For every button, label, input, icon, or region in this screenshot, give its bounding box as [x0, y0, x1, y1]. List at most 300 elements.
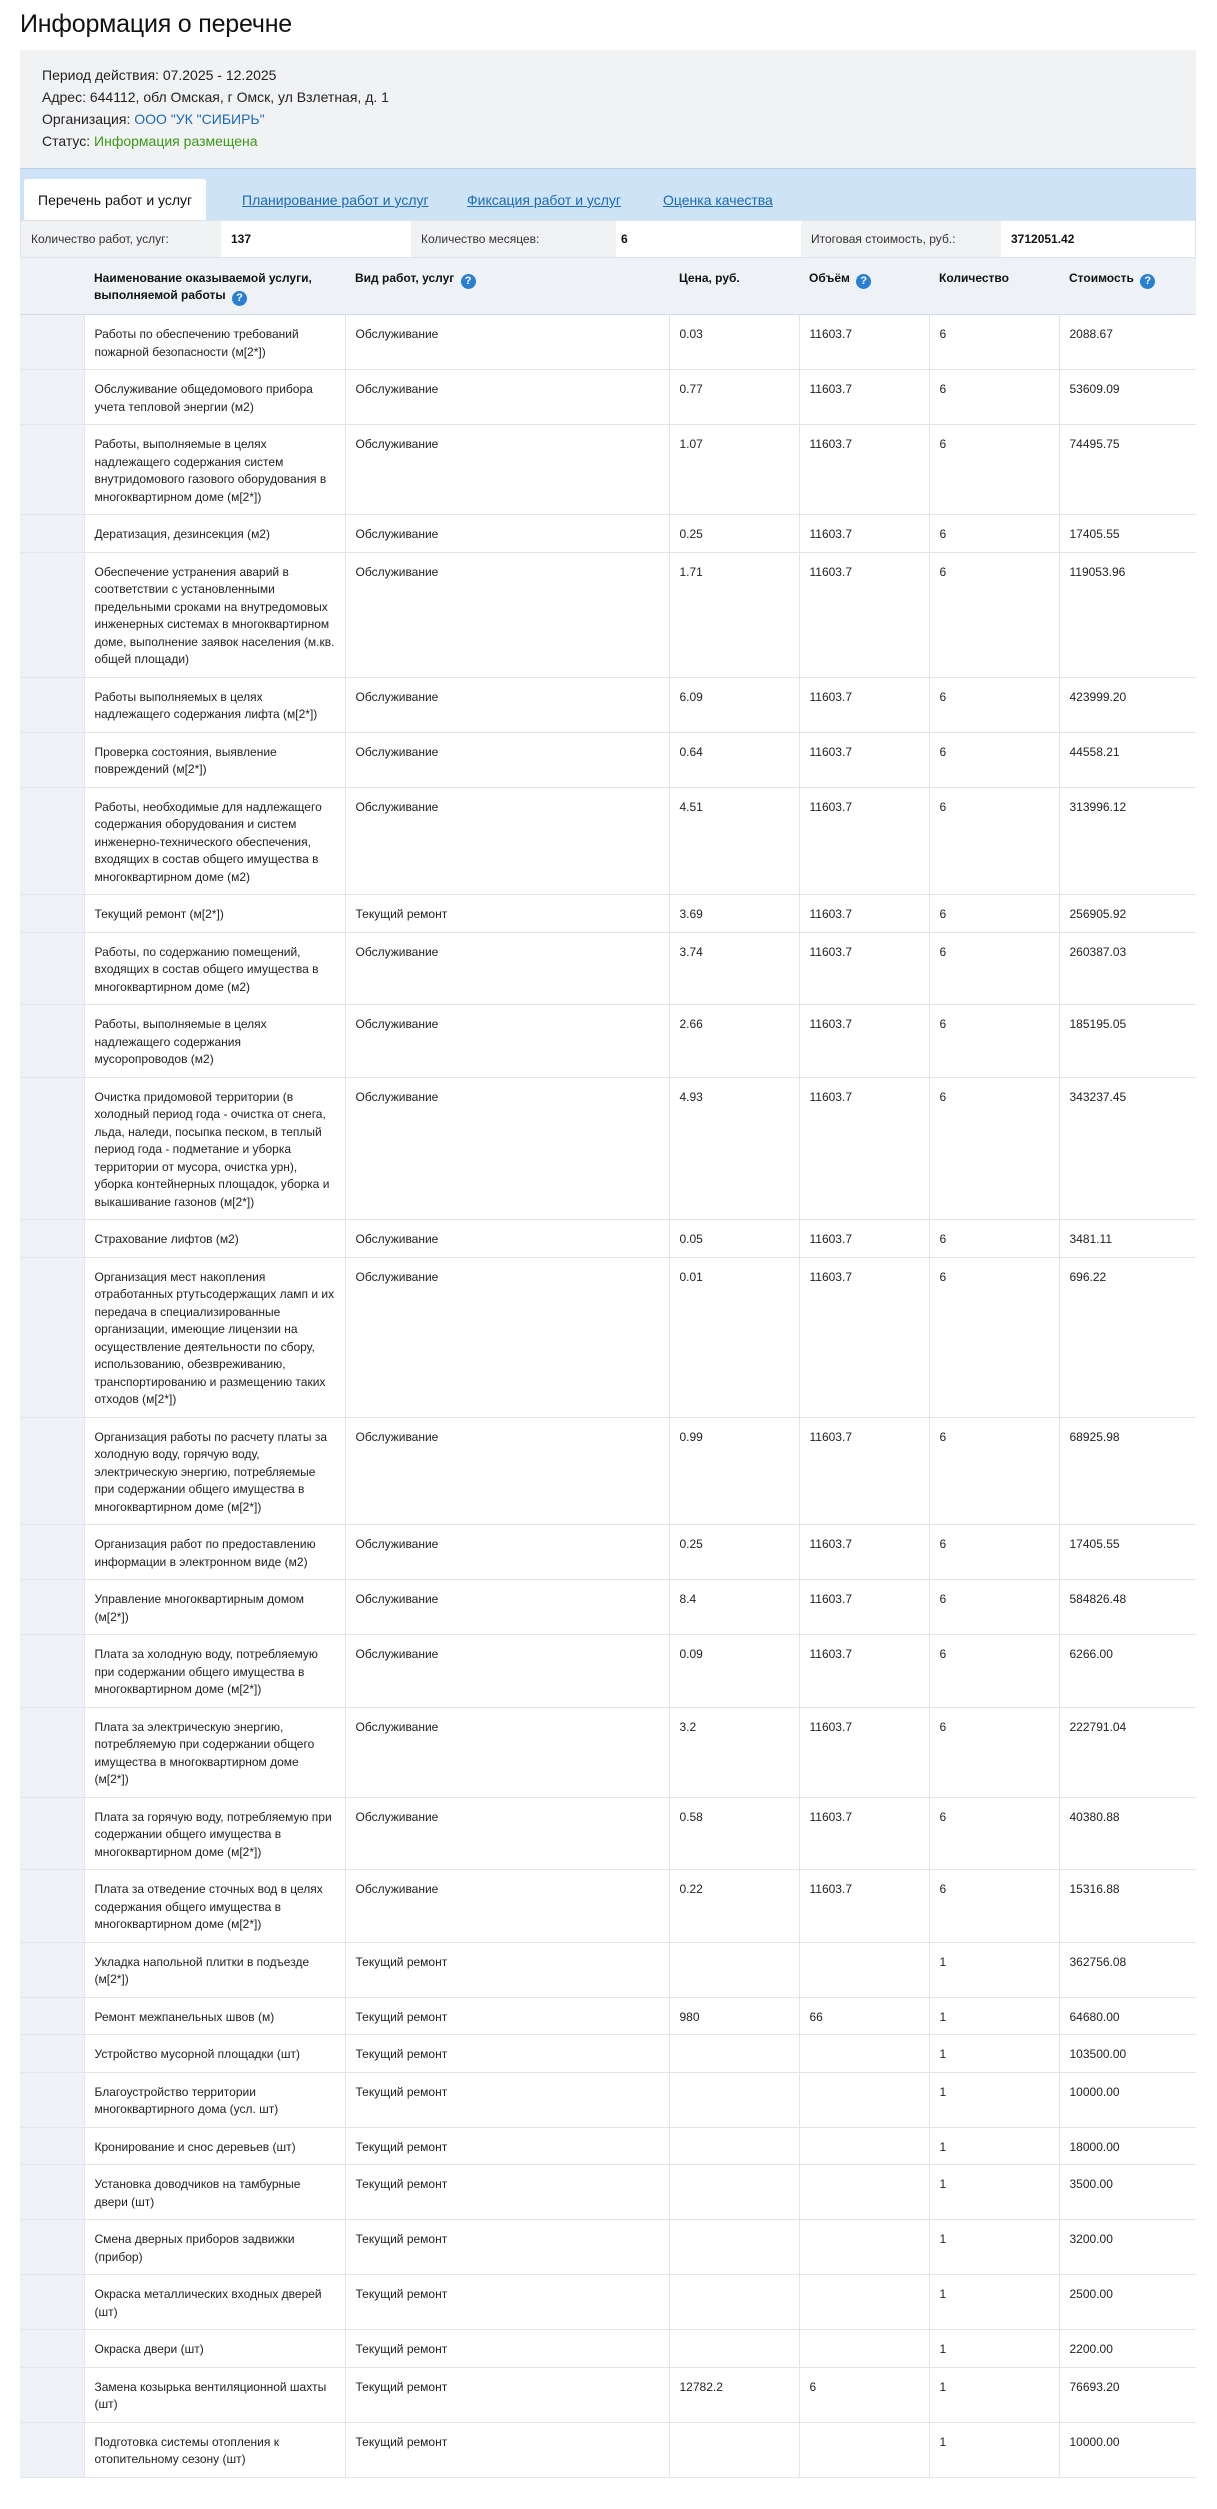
cell-count: 1	[929, 2275, 1059, 2330]
cell-cost: 260387.03	[1059, 932, 1196, 1005]
cell-count: 1	[929, 2367, 1059, 2422]
cell-price: 0.25	[669, 1525, 799, 1580]
help-icon[interactable]: ?	[232, 291, 247, 306]
row-index-cell	[20, 2127, 84, 2165]
cell-volume	[799, 2422, 929, 2477]
cell-name: Организация работ по предоставлению информации в электронном виде (м2)	[84, 1525, 345, 1580]
cell-name: Окраска двери (шт)	[84, 2330, 345, 2368]
row-index-cell	[20, 1580, 84, 1635]
cell-count: 6	[929, 1257, 1059, 1417]
period-label: Период действия:	[42, 67, 159, 83]
cell-name: Работы, выполняемые в целях надлежащего содержания мусоропроводов (м2)	[84, 1005, 345, 1078]
cell-count: 6	[929, 932, 1059, 1005]
cell-type: Текущий ремонт	[345, 2165, 669, 2220]
header-type	[345, 258, 669, 315]
cell-type: Текущий ремонт	[345, 1942, 669, 1997]
cell-name: Работы, выполняемые в целях надлежащего содержания систем внутридомового газового оборудования в многоквартирном доме (м[2*])	[84, 425, 345, 515]
row-index-cell	[20, 732, 84, 787]
row-index-cell	[20, 2220, 84, 2275]
works-table	[20, 258, 1196, 2478]
cell-cost: 53609.09	[1059, 370, 1196, 425]
cell-price: 8.4	[669, 1580, 799, 1635]
cell-type: Обслуживание	[345, 515, 669, 553]
months-count-label: Количество месяцев:	[411, 221, 616, 257]
cell-cost: 584826.48	[1059, 1580, 1196, 1635]
header-type-label: Вид работ, услуг	[355, 271, 455, 285]
cell-count: 6	[929, 895, 1059, 933]
cell-volume: 66	[799, 1997, 929, 2035]
cell-volume: 11603.7	[799, 732, 929, 787]
address-label: Адрес:	[42, 89, 86, 105]
cell-price: 0.22	[669, 1870, 799, 1943]
cell-volume: 11603.7	[799, 932, 929, 1005]
cell-volume	[799, 2275, 929, 2330]
table-row	[20, 315, 1196, 370]
tab-planning[interactable]: Планирование работ и услуг	[242, 192, 429, 208]
cell-price	[669, 2165, 799, 2220]
header-volume-label: Объём	[809, 271, 850, 285]
cell-name: Подготовка системы отопления к отопительному сезону (шт)	[84, 2422, 345, 2477]
cell-volume: 11603.7	[799, 425, 929, 515]
cell-cost: 17405.55	[1059, 515, 1196, 553]
table-row	[20, 370, 1196, 425]
header-cost-label: Стоимость	[1069, 271, 1134, 285]
cell-volume: 11603.7	[799, 895, 929, 933]
cell-price: 0.01	[669, 1257, 799, 1417]
row-index-cell	[20, 787, 84, 895]
table-row	[20, 2422, 1196, 2477]
period-line	[42, 64, 1196, 86]
cell-price: 0.77	[669, 370, 799, 425]
cell-type: Обслуживание	[345, 1005, 669, 1078]
cell-price	[669, 1942, 799, 1997]
period-value: 07.2025 - 12.2025	[162, 67, 277, 83]
cell-count: 6	[929, 1077, 1059, 1220]
cell-cost: 44558.21	[1059, 732, 1196, 787]
row-index-cell	[20, 1635, 84, 1708]
cell-count: 6	[929, 1797, 1059, 1870]
page-title: Информация о перечне	[20, 10, 293, 38]
row-index-cell	[20, 425, 84, 515]
table-row	[20, 1942, 1196, 1997]
cell-volume: 11603.7	[799, 1257, 929, 1417]
cell-name: Замена козырька вентиляционной шахты (шт)	[84, 2367, 345, 2422]
cell-type: Обслуживание	[345, 1525, 669, 1580]
cell-cost: 222791.04	[1059, 1707, 1196, 1797]
cell-name: Управление многоквартирным домом (м[2*])	[84, 1580, 345, 1635]
cell-count: 6	[929, 787, 1059, 895]
cell-cost: 256905.92	[1059, 895, 1196, 933]
cell-volume	[799, 2035, 929, 2073]
organization-line	[42, 108, 1196, 130]
cell-type: Обслуживание	[345, 732, 669, 787]
cell-cost: 6266.00	[1059, 1635, 1196, 1708]
cell-cost: 2500.00	[1059, 2275, 1196, 2330]
cell-count: 6	[929, 1005, 1059, 1078]
table-row	[20, 1005, 1196, 1078]
total-cost-value: 3712051.42	[1011, 232, 1075, 246]
help-icon[interactable]: ?	[1140, 274, 1155, 289]
row-index-cell	[20, 1525, 84, 1580]
cell-type: Обслуживание	[345, 552, 669, 677]
table-body	[20, 315, 1196, 2478]
row-index-cell	[20, 370, 84, 425]
cell-volume	[799, 1942, 929, 1997]
cell-count: 6	[929, 1870, 1059, 1943]
cell-price	[669, 2220, 799, 2275]
cell-price: 0.99	[669, 1417, 799, 1525]
cell-cost: 3500.00	[1059, 2165, 1196, 2220]
row-index-cell	[20, 2275, 84, 2330]
cell-cost: 313996.12	[1059, 787, 1196, 895]
cell-type: Обслуживание	[345, 1257, 669, 1417]
table-row	[20, 2072, 1196, 2127]
row-index-cell	[20, 1417, 84, 1525]
cell-type: Текущий ремонт	[345, 2127, 669, 2165]
cell-cost: 10000.00	[1059, 2422, 1196, 2477]
cell-count: 6	[929, 515, 1059, 553]
cell-type: Обслуживание	[345, 1220, 669, 1258]
cell-count: 1	[929, 2330, 1059, 2368]
cell-type: Текущий ремонт	[345, 895, 669, 933]
cell-name: Страхование лифтов (м2)	[84, 1220, 345, 1258]
cell-volume: 11603.7	[799, 1707, 929, 1797]
row-index-cell	[20, 552, 84, 677]
status-label: Статус:	[42, 133, 91, 149]
cell-cost: 423999.20	[1059, 677, 1196, 732]
cell-price: 0.58	[669, 1797, 799, 1870]
cell-name: Окраска металлических входных дверей (шт)	[84, 2275, 345, 2330]
cell-cost: 74495.75	[1059, 425, 1196, 515]
cell-name: Работы выполняемых в целях надлежащего содержания лифта (м[2*])	[84, 677, 345, 732]
cell-cost: 68925.98	[1059, 1417, 1196, 1525]
cell-type: Обслуживание	[345, 1580, 669, 1635]
cell-name: Организация работы по расчету платы за холодную воду, горячую воду, электрическую энергию, потребляемые при содержании общего имущества в многоквартирном доме (м[2*])	[84, 1417, 345, 1525]
cell-name: Ремонт межпанельных швов (м)	[84, 1997, 345, 2035]
status-line	[42, 130, 1196, 152]
cell-type: Текущий ремонт	[345, 2275, 669, 2330]
cell-cost: 119053.96	[1059, 552, 1196, 677]
cell-volume: 11603.7	[799, 1220, 929, 1258]
cell-type: Обслуживание	[345, 425, 669, 515]
cell-name: Работы, по содержанию помещений, входящих в состав общего имущества в многоквартирном доме (м2)	[84, 932, 345, 1005]
total-cost-label: Итоговая стоимость, руб.:	[801, 221, 1001, 257]
table-row	[20, 1580, 1196, 1635]
cell-count: 6	[929, 1417, 1059, 1525]
cell-cost: 15316.88	[1059, 1870, 1196, 1943]
cell-count: 6	[929, 1707, 1059, 1797]
row-index-cell	[20, 932, 84, 1005]
cell-count: 6	[929, 1220, 1059, 1258]
cell-type: Обслуживание	[345, 677, 669, 732]
header-count-label: Количество	[939, 271, 1009, 285]
cell-cost: 10000.00	[1059, 2072, 1196, 2127]
row-index-cell	[20, 1997, 84, 2035]
row-index-cell	[20, 1942, 84, 1997]
tab-works-list[interactable]: Перечень работ и услуг	[24, 179, 206, 221]
row-index-cell	[20, 895, 84, 933]
cell-cost: 18000.00	[1059, 2127, 1196, 2165]
help-icon[interactable]: ?	[856, 274, 871, 289]
info-panel	[20, 50, 1196, 168]
months-count-value: 6	[621, 232, 628, 246]
cell-price: 1.07	[669, 425, 799, 515]
cell-cost: 64680.00	[1059, 1997, 1196, 2035]
cell-volume: 11603.7	[799, 1635, 929, 1708]
row-index-cell	[20, 1870, 84, 1943]
table-row	[20, 932, 1196, 1005]
cell-volume: 11603.7	[799, 787, 929, 895]
cell-volume: 6	[799, 2367, 929, 2422]
organization-link[interactable]: ООО "УК "СИБИРЬ"	[134, 111, 265, 127]
table-row	[20, 1997, 1196, 2035]
cell-price: 0.05	[669, 1220, 799, 1258]
summary-bar	[20, 220, 1196, 258]
row-index-cell	[20, 1257, 84, 1417]
cell-price: 1.71	[669, 552, 799, 677]
cell-type: Текущий ремонт	[345, 2422, 669, 2477]
cell-count: 1	[929, 2072, 1059, 2127]
row-index-cell	[20, 1797, 84, 1870]
cell-price: 0.09	[669, 1635, 799, 1708]
cell-count: 6	[929, 370, 1059, 425]
table-row	[20, 1257, 1196, 1417]
cell-cost: 3481.11	[1059, 1220, 1196, 1258]
cell-count: 1	[929, 2165, 1059, 2220]
cell-name: Плата за горячую воду, потребляемую при содержании общего имущества в многоквартирном доме (м[2*])	[84, 1797, 345, 1870]
cell-volume	[799, 2072, 929, 2127]
header-count	[929, 258, 1059, 315]
table-row	[20, 2035, 1196, 2073]
cell-type: Текущий ремонт	[345, 2330, 669, 2368]
row-index-cell	[20, 1220, 84, 1258]
works-count-value: 137	[231, 232, 252, 246]
cell-name: Обеспечение устранения аварий в соответствии с установленными предельными сроками на внутредомовых инженерных системах в многоквартирном доме, выполнение заявок населения (м.кв. общей площади)	[84, 552, 345, 677]
cell-volume: 11603.7	[799, 1580, 929, 1635]
table-row	[20, 677, 1196, 732]
cell-volume: 11603.7	[799, 1525, 929, 1580]
address-line	[42, 86, 1196, 108]
cell-count: 1	[929, 2220, 1059, 2275]
cell-cost: 696.22	[1059, 1257, 1196, 1417]
cell-count: 1	[929, 1942, 1059, 1997]
status-value: Информация размещена	[94, 133, 258, 149]
cell-volume	[799, 2165, 929, 2220]
cell-name: Текущий ремонт (м[2*])	[84, 895, 345, 933]
row-index-cell	[20, 2072, 84, 2127]
row-index-cell	[20, 2422, 84, 2477]
row-index-cell	[20, 1077, 84, 1220]
cell-price: 3.74	[669, 932, 799, 1005]
table-row	[20, 552, 1196, 677]
table-row	[20, 2330, 1196, 2368]
tab-bar	[20, 168, 1196, 220]
address-value: 644112, обл Омская, г Омск, ул Взлетная, д. 1	[89, 89, 389, 105]
cell-name: Проверка состояния, выявление повреждений (м[2*])	[84, 732, 345, 787]
header-price-label: Цена, руб.	[679, 271, 740, 285]
cell-name: Кронирование и снос деревьев (шт)	[84, 2127, 345, 2165]
table-row	[20, 515, 1196, 553]
cell-volume: 11603.7	[799, 1005, 929, 1078]
table-row	[20, 1417, 1196, 1525]
table-row	[20, 787, 1196, 895]
cell-count: 1	[929, 2127, 1059, 2165]
header-volume	[799, 258, 929, 315]
cell-count: 6	[929, 677, 1059, 732]
works-count-label: Количество работ, услуг:	[21, 221, 221, 257]
cell-price	[669, 2035, 799, 2073]
cell-volume: 11603.7	[799, 1870, 929, 1943]
cell-name: Устройство мусорной площадки (шт)	[84, 2035, 345, 2073]
cell-cost: 76693.20	[1059, 2367, 1196, 2422]
table-row	[20, 2127, 1196, 2165]
cell-type: Обслуживание	[345, 1870, 669, 1943]
cell-price: 3.69	[669, 895, 799, 933]
cell-count: 6	[929, 425, 1059, 515]
row-index-cell	[20, 2165, 84, 2220]
cell-price: 0.64	[669, 732, 799, 787]
cell-name: Плата за холодную воду, потребляемую при содержании общего имущества в многоквартирном доме (м[2*])	[84, 1635, 345, 1708]
cell-name: Установка доводчиков на тамбурные двери (шт)	[84, 2165, 345, 2220]
table-row	[20, 425, 1196, 515]
cell-name: Плата за электрическую энергию, потребляемую при содержании общего имущества в многоквартирном доме (м[2*])	[84, 1707, 345, 1797]
cell-name: Работы, необходимые для надлежащего содержания оборудования и систем инженерно-технического обеспечения, входящих в состав общего имущества в многоквартирном доме (м2)	[84, 787, 345, 895]
cell-name: Очистка придомовой территории (в холодный период года - очистка от снега, льда, наледи, посыпка песком, в теплый период года - подметание и уборка территории от мусора, очистка урн), уборка контейнерных площадок, уборка и выкашивание газонов (м[2*])	[84, 1077, 345, 1220]
table-row	[20, 1525, 1196, 1580]
table-row	[20, 1797, 1196, 1870]
cell-type: Обслуживание	[345, 1417, 669, 1525]
cell-count: 6	[929, 552, 1059, 677]
row-index-cell	[20, 515, 84, 553]
cell-type: Обслуживание	[345, 1797, 669, 1870]
cell-count: 1	[929, 2035, 1059, 2073]
table-row	[20, 2165, 1196, 2220]
cell-type: Текущий ремонт	[345, 2367, 669, 2422]
tab-fixation[interactable]: Фиксация работ и услуг	[467, 192, 622, 208]
cell-count: 6	[929, 732, 1059, 787]
cell-volume: 11603.7	[799, 1417, 929, 1525]
tab-quality[interactable]: Оценка качества	[663, 192, 773, 208]
cell-price	[669, 2422, 799, 2477]
cell-volume: 11603.7	[799, 677, 929, 732]
organization-label: Организация:	[42, 111, 131, 127]
cell-type: Текущий ремонт	[345, 2072, 669, 2127]
cell-type: Обслуживание	[345, 1635, 669, 1708]
cell-price: 4.93	[669, 1077, 799, 1220]
cell-cost: 343237.45	[1059, 1077, 1196, 1220]
cell-type: Текущий ремонт	[345, 2035, 669, 2073]
table-row	[20, 2220, 1196, 2275]
header-index	[20, 258, 84, 315]
table-row	[20, 895, 1196, 933]
table-row	[20, 732, 1196, 787]
help-icon[interactable]: ?	[461, 274, 476, 289]
table-row	[20, 2275, 1196, 2330]
table-row	[20, 1077, 1196, 1220]
table-row	[20, 1707, 1196, 1797]
cell-count: 6	[929, 1525, 1059, 1580]
cell-type: Обслуживание	[345, 315, 669, 370]
cell-type: Текущий ремонт	[345, 2220, 669, 2275]
header-name-label: Наименование оказываемой услуги, выполняемой работы	[94, 271, 312, 302]
cell-type: Обслуживание	[345, 370, 669, 425]
cell-name: Плата за отведение сточных вод в целях содержания общего имущества в многоквартирном доме (м[2*])	[84, 1870, 345, 1943]
cell-price: 0.25	[669, 515, 799, 553]
cell-price	[669, 2127, 799, 2165]
table-row	[20, 1220, 1196, 1258]
cell-cost: 103500.00	[1059, 2035, 1196, 2073]
cell-price: 6.09	[669, 677, 799, 732]
cell-volume: 11603.7	[799, 552, 929, 677]
row-index-cell	[20, 677, 84, 732]
table-row	[20, 2367, 1196, 2422]
cell-price: 2.66	[669, 1005, 799, 1078]
table-row	[20, 1870, 1196, 1943]
cell-price: 3.2	[669, 1707, 799, 1797]
cell-name: Укладка напольной плитки в подъезде (м[2*])	[84, 1942, 345, 1997]
table-header-row	[20, 258, 1196, 315]
cell-count: 6	[929, 315, 1059, 370]
cell-type: Текущий ремонт	[345, 1997, 669, 2035]
cell-name: Работы по обеспечению требований пожарной безопасности (м[2*])	[84, 315, 345, 370]
cell-cost: 362756.08	[1059, 1942, 1196, 1997]
cell-volume	[799, 2127, 929, 2165]
cell-price	[669, 2275, 799, 2330]
cell-name: Обслуживание общедомового прибора учета тепловой энергии (м2)	[84, 370, 345, 425]
cell-price: 980	[669, 1997, 799, 2035]
cell-type: Обслуживание	[345, 1077, 669, 1220]
cell-price: 4.51	[669, 787, 799, 895]
cell-count: 1	[929, 1997, 1059, 2035]
header-price	[669, 258, 799, 315]
cell-name: Дератизация, дезинсекция (м2)	[84, 515, 345, 553]
row-index-cell	[20, 2367, 84, 2422]
cell-cost: 17405.55	[1059, 1525, 1196, 1580]
row-index-cell	[20, 1707, 84, 1797]
cell-price: 12782.2	[669, 2367, 799, 2422]
table-row	[20, 1635, 1196, 1708]
cell-volume: 11603.7	[799, 315, 929, 370]
cell-cost: 2200.00	[1059, 2330, 1196, 2368]
header-name	[84, 258, 345, 315]
cell-volume: 11603.7	[799, 370, 929, 425]
row-index-cell	[20, 1005, 84, 1078]
cell-count: 6	[929, 1635, 1059, 1708]
cell-cost: 2088.67	[1059, 315, 1196, 370]
cell-type: Обслуживание	[345, 1707, 669, 1797]
cell-price: 0.03	[669, 315, 799, 370]
cell-price	[669, 2072, 799, 2127]
cell-name: Организация мест накопления отработанных ртутьсодержащих ламп и их передача в специализированные организации, имеющие лицензии на осуществление деятельности по сбору, использованию, обезвреживанию, транспортированию и размещению таких отходов (м[2*])	[84, 1257, 345, 1417]
cell-type: Обслуживание	[345, 787, 669, 895]
cell-cost: 185195.05	[1059, 1005, 1196, 1078]
cell-name: Благоустройство территории многоквартирного дома (усл. шт)	[84, 2072, 345, 2127]
row-index-cell	[20, 2330, 84, 2368]
cell-volume	[799, 2330, 929, 2368]
cell-volume: 11603.7	[799, 1077, 929, 1220]
cell-count: 1	[929, 2422, 1059, 2477]
header-cost	[1059, 258, 1196, 315]
row-index-cell	[20, 315, 84, 370]
cell-name: Смена дверных приборов задвижки (прибор)	[84, 2220, 345, 2275]
cell-count: 6	[929, 1580, 1059, 1635]
cell-cost: 3200.00	[1059, 2220, 1196, 2275]
cell-type: Обслуживание	[345, 932, 669, 1005]
cell-price	[669, 2330, 799, 2368]
cell-volume	[799, 2220, 929, 2275]
cell-volume: 11603.7	[799, 1797, 929, 1870]
row-index-cell	[20, 2035, 84, 2073]
